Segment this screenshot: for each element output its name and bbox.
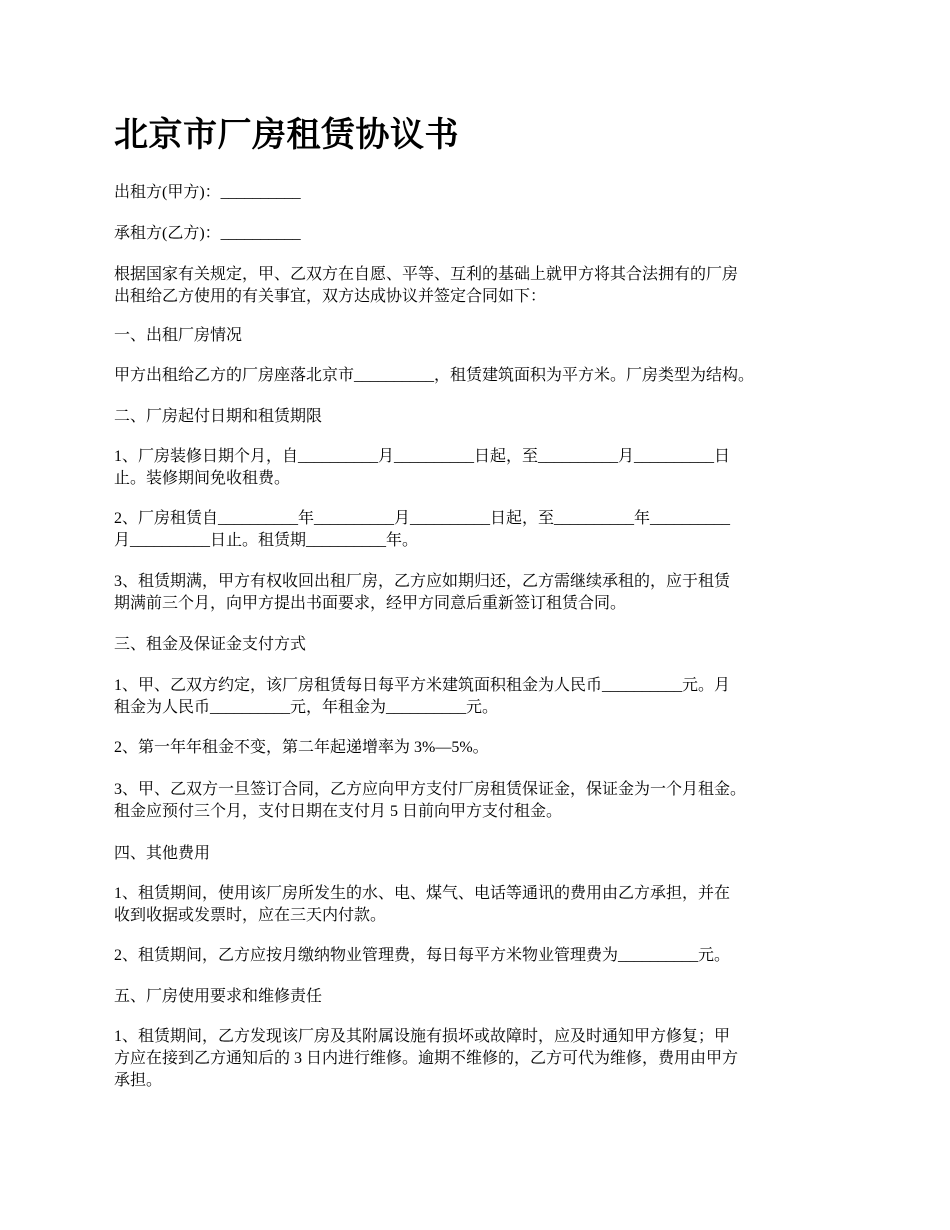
intro-line-2: 出租给乙方使用的有关事宜，双方达成协议并签定合同如下： (114, 288, 547, 305)
section-3-paragraph-1 (114, 675, 854, 719)
lessor-line: 出租方(甲方)：__________ (114, 184, 301, 201)
section-2-paragraph-1-line-2: 止。装修期间免收租费。 (114, 470, 291, 487)
section-2-paragraph-1 (114, 446, 854, 490)
section-5-paragraph-1-line-2: 方应在接到乙方通知后的 3 日内进行维修。逾期不维修的，乙方可代为维修，费用由甲方 (114, 1050, 739, 1067)
section-3-paragraph-1-line-2: 租金为人民币__________元，年租金为__________元。 (114, 699, 499, 716)
section-2-paragraph-3 (114, 571, 854, 615)
section-1-paragraph-1: 甲方出租给乙方的厂房座落北京市__________，租赁建筑面积为平方米。厂房类型为结构。 (114, 367, 755, 384)
section-3-paragraph-3 (114, 779, 854, 823)
section-5-paragraph-1-line-3: 承担。 (114, 1072, 163, 1089)
intro-paragraph (114, 264, 854, 308)
section-5-heading: 五、厂房使用要求和维修责任 (114, 988, 323, 1005)
section-5-paragraph-1 (114, 1026, 854, 1092)
document-title: 北京市厂房租赁协议书 (114, 117, 459, 154)
section-3-paragraph-3-line-1: 3、甲、乙双方一旦签订合同，乙方应向甲方支付厂房租赁保证金，保证金为一个月租金。 (114, 781, 747, 798)
section-4-heading: 四、其他费用 (114, 845, 211, 862)
section-1-heading: 一、出租厂房情况 (114, 327, 243, 344)
lessee-line: 承租方(乙方)：__________ (114, 225, 301, 242)
intro-line-1: 根据国家有关规定，甲、乙双方在自愿、平等、互利的基础上就甲方将其合法拥有的厂房 (114, 266, 739, 283)
section-5-paragraph-1-line-1: 1、租赁期间，乙方发现该厂房及其附属设施有损坏或故障时，应及时通知甲方修复；甲 (114, 1028, 731, 1045)
section-3-heading: 三、租金及保证金支付方式 (114, 636, 307, 653)
section-2-heading: 二、厂房起付日期和租赁期限 (114, 408, 323, 425)
section-3-paragraph-3-line-2: 租金应预付三个月，支付日期在支付月 5 日前向甲方支付租金。 (114, 803, 563, 820)
section-2-paragraph-2-line-2: 月__________日止。租赁期__________年。 (114, 532, 419, 549)
section-2-paragraph-2-line-1: 2、厂房租赁自__________年__________月__________日起，至__________年__________ (114, 510, 731, 527)
section-4-paragraph-1-line-1: 1、租赁期间，使用该厂房所发生的水、电、煤气、电话等通讯的费用由乙方承担，并在 (114, 885, 731, 902)
section-4-paragraph-1-line-2: 收到收据或发票时，应在三天内付款。 (114, 907, 387, 924)
section-2-paragraph-3-line-1: 3、租赁期满，甲方有权收回出租厂房，乙方应如期归还，乙方需继续承租的，应于租赁 (114, 573, 731, 590)
section-2-paragraph-1-line-1: 1、厂房装修日期个月，自__________月__________日起，至__________月__________日 (114, 448, 731, 465)
section-3-paragraph-1-line-1: 1、甲、乙双方约定，该厂房租赁每日每平方米建筑面积租金为人民币__________元。月 (114, 677, 731, 694)
section-4-paragraph-2: 2、租赁期间，乙方应按月缴纳物业管理费，每日每平方米物业管理费为__________元。 (114, 947, 731, 964)
section-2-paragraph-2 (114, 508, 854, 552)
section-2-paragraph-3-line-2: 期满前三个月，向甲方提出书面要求，经甲方同意后重新签订租赁合同。 (114, 595, 627, 612)
section-3-paragraph-2: 2、第一年年租金不变，第二年起递增率为 3%—5%。 (114, 739, 489, 756)
section-4-paragraph-1 (114, 883, 854, 927)
